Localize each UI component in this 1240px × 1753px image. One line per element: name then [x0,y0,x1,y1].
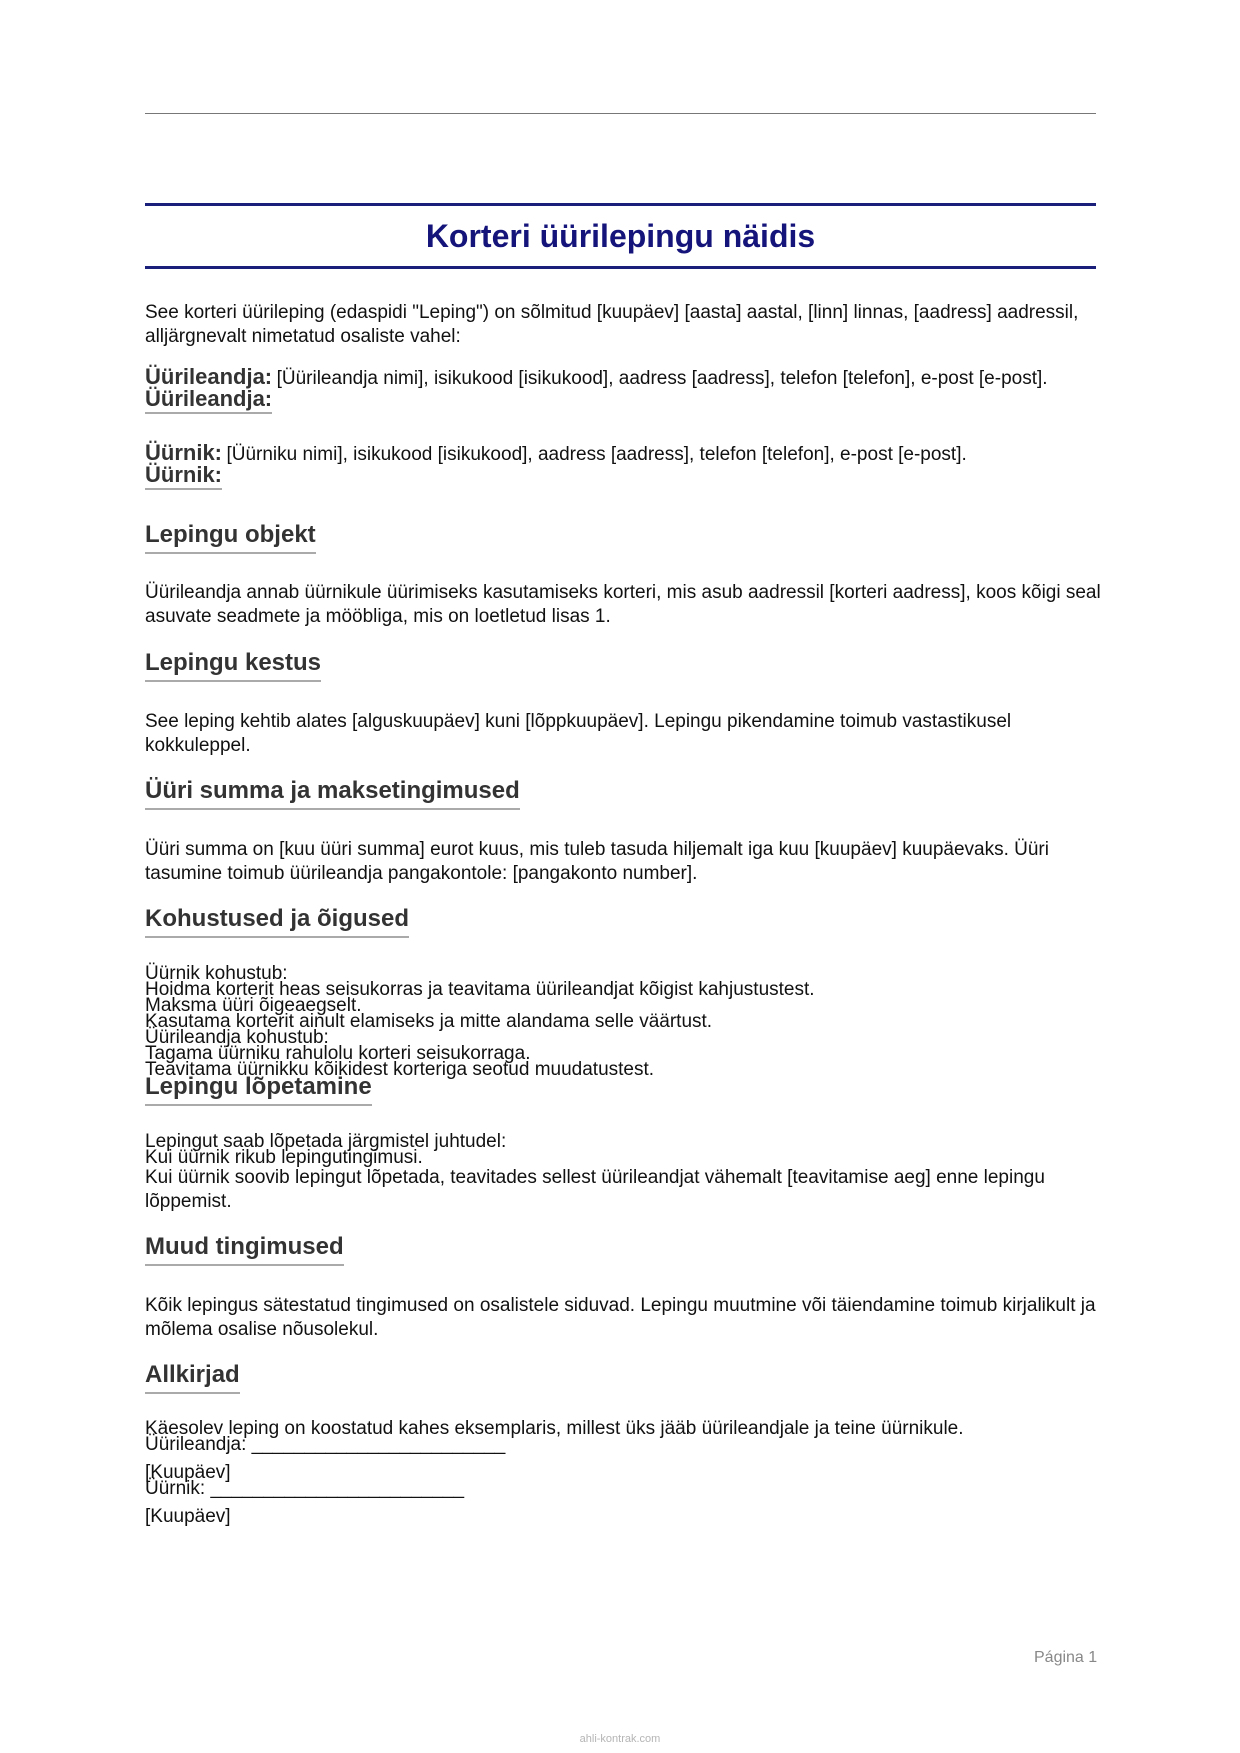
section-heading-rent: Üüri summa ja maksetingimused [145,776,520,810]
tenant-heading: Üürnik: [145,462,222,490]
obligations-line: Teavitama üürnikku kõikidest korteriga seotud muudatustest. [145,1059,655,1080]
obligations-line: Üürnik kohustub: [145,963,288,984]
section-other [145,1294,1105,1342]
tenant-text: [Üürniku nimi], isikukood [isikukood], aadress [aadress], telefon [telefon], e-post [e-post]. [226,444,967,465]
landlord-signature-date: [Kuupäev] [145,1462,231,1483]
section-rent [145,838,1105,886]
section-termination [145,1131,1105,1214]
section-heading-duration: Lepingu kestus [145,648,321,682]
section-heading-signatures: Allkirjad [145,1360,240,1394]
intro-paragraph: See korteri üürileping (edaspidi "Leping") on sõlmitud [kuupäev] [aasta] aastal, [linn] linnas, [aadress] aadressil, alljärgnevalt nimetatud osaliste vahel: [145,302,1079,347]
section-duration [145,710,1105,758]
landlord-text: [Üürileandja nimi], isikukood [isikukood], aadress [aadress], telefon [telefon], e-post [e-post]. [276,368,1048,389]
landlord-block [145,364,1145,414]
termination-line: Lepingut saab lõpetada järgmistel juhtudel: [145,1131,507,1152]
obligations-line: Hoidma korterit heas seisukorras ja teavitama üürileandjat kõigist kahjustustest. [145,979,815,1000]
section-object-text: Üürileandja annab üürnikule üürimiseks kasutamiseks korteri, mis asub aadressil [korteri aadress], koos kõigi seal asuvate seadmete ja mööbliga, mis on loetletud lisas 1. [145,582,1101,627]
header-rule [145,113,1096,114]
section-duration-text: See leping kehtib alates [alguskuupäev] kuni [lõppkuupäev]. Lepingu pikendamine toimub vastastikusel kokkuleppel. [145,711,1012,756]
signatures-text: Käesolev leping on koostatud kahes eksemplaris, millest üks jääb üürileandjale ja teine üürnikule. [145,1418,964,1439]
obligations-line: Kasutama korterit ainult elamiseks ja mitte alandama selle väärtust. [145,1011,713,1032]
termination-line: Kui üürnik rikub lepingutingimusi. [145,1147,423,1168]
landlord-label: Üürileandja: [145,364,273,389]
intro-block [145,301,1105,349]
landlord-heading: Üürileandja: [145,386,272,414]
tenant-block [145,440,1145,490]
section-heading-object: Lepingu objekt [145,520,316,554]
section-signatures [145,1418,1105,1527]
section-heading-termination: Lepingu lõpetamine [145,1072,372,1106]
tenant-signature-date: [Kuupäev] [145,1506,231,1527]
tenant-label: Üürnik: [145,440,222,465]
tenant-signature-line: Üürnik: ________________________ [145,1478,465,1499]
watermark: ahli-kontrak.com [579,1733,661,1745]
obligations-line: Üürileandja kohustub: [145,1027,329,1048]
termination-text: Kui üürnik soovib lepingut lõpetada, teavitades sellest üürileandjat vähemalt [teavitamise aeg] enne lepingu lõppemist. [145,1167,1045,1212]
section-heading-other: Muud tingimused [145,1232,344,1266]
landlord-signature-line: Üürileandja: ________________________ [145,1434,506,1455]
section-obligations [145,963,1105,1080]
section-other-text: Kõik lepingus sätestatud tingimused on osalistele siduvad. Lepingu muutmine või täiendamine toimub kirjalikult ja mõlema osalise nõusolekul. [145,1295,1096,1340]
section-rent-text: Üüri summa on [kuu üüri summa] eurot kuus, mis tuleb tasuda hiljemalt iga kuu [kuupäev] kuupäevaks. Üüri tasumine toimub üürileandja pangakontole: [pangakonto number]. [145,839,1049,884]
document-title: Korteri üürilepingu näidis [425,217,816,254]
page-number: Página 1 [1034,1649,1098,1666]
section-heading-obligations: Kohustused ja õigused [145,904,409,938]
obligations-line: Tagama üürniku rahulolu korteri seisukorraga. [145,1043,531,1064]
title-box [145,203,1096,269]
obligations-line: Maksma üüri õigeaegselt. [145,995,362,1016]
section-object [145,581,1105,629]
